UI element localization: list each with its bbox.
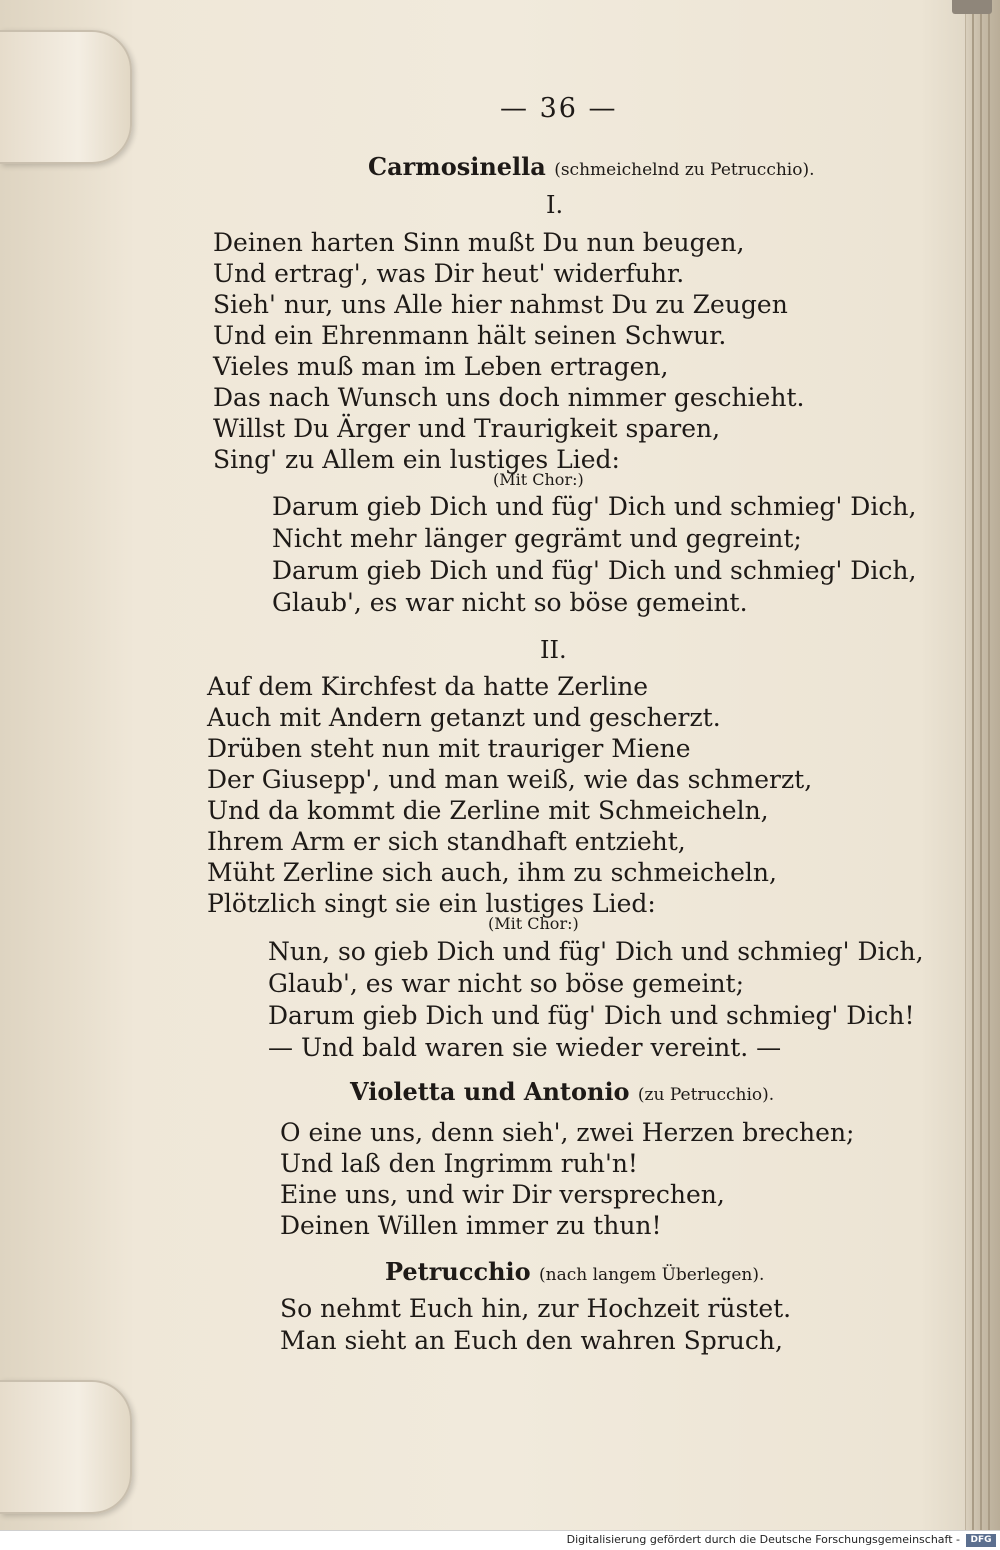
- verse-line: Man sieht an Euch den wahren Spruch,: [280, 1326, 783, 1355]
- verse-line: Müht Zerline sich auch, ihm zu schmeicheln,: [207, 858, 777, 887]
- chorus-label: (Mit Chor:): [488, 914, 579, 933]
- verse-line: Und ertrag', was Dir heut' widerfuhr.: [213, 259, 685, 288]
- speaker-heading: [368, 152, 815, 181]
- chorus-label: (Mit Chor:): [493, 470, 584, 489]
- verse-line: O eine uns, denn sieh', zwei Herzen brechen;: [280, 1118, 855, 1147]
- chorus-line: Glaub', es war nicht so böse gemeint;: [268, 969, 745, 998]
- stage-direction: (schmeichelnd zu Petrucchio).: [554, 160, 815, 180]
- verse-line: Auch mit Andern getanzt und gescherzt.: [207, 703, 721, 732]
- stage-direction: (zu Petrucchio).: [637, 1085, 775, 1105]
- speaker-heading: [385, 1257, 765, 1286]
- verse-line: Der Giusepp', und man weiß, wie das schmerzt,: [207, 765, 813, 794]
- verse-line: Drüben steht nun mit trauriger Miene: [207, 734, 691, 763]
- verse-line: Willst Du Ärger und Traurigkeit sparen,: [213, 414, 721, 443]
- digitization-footer: [0, 1530, 1000, 1550]
- speaker-name: Violetta und Antonio: [350, 1077, 630, 1106]
- page-number: — 36 —: [500, 93, 618, 124]
- verse-numeral: I.: [546, 191, 564, 219]
- chorus-line: Darum gieb Dich und füg' Dich und schmieg' Dich!: [268, 1001, 915, 1030]
- verse-line: Und da kommt die Zerline mit Schmeicheln,: [207, 796, 769, 825]
- chorus-line: Darum gieb Dich und füg' Dich und schmieg' Dich,: [272, 556, 917, 585]
- speaker-name: Petrucchio: [385, 1257, 531, 1286]
- chorus-line: Nicht mehr länger gegrämt und gegreint;: [272, 524, 802, 553]
- verse-numeral: II.: [540, 636, 567, 664]
- verse-line: Ihrem Arm er sich standhaft entzieht,: [207, 827, 686, 856]
- verse-line: Das nach Wunsch uns doch nimmer geschieht.: [213, 383, 805, 412]
- verse-line: Und laß den Ingrimm ruh'n!: [280, 1149, 638, 1178]
- verse-line: Und ein Ehrenmann hält seinen Schwur.: [213, 321, 727, 350]
- verse-line: Sieh' nur, uns Alle hier nahmst Du zu Zeugen: [213, 290, 788, 319]
- verse-line: Plötzlich singt sie ein lustiges Lied:: [207, 889, 656, 918]
- verse-line: Sing' zu Allem ein lustiges Lied:: [213, 445, 620, 474]
- chorus-line: Darum gieb Dich und füg' Dich und schmieg' Dich,: [272, 492, 917, 521]
- verse-line: Deinen Willen immer zu thun!: [280, 1211, 662, 1240]
- verse-line: Eine uns, und wir Dir versprechen,: [280, 1180, 725, 1209]
- stage-direction: (nach langem Überlegen).: [539, 1265, 765, 1285]
- speaker-name: Carmosinella: [368, 152, 546, 181]
- chorus-line: Glaub', es war nicht so böse gemeint.: [272, 588, 748, 617]
- verse-line: So nehmt Euch hin, zur Hochzeit rüstet.: [280, 1294, 792, 1323]
- footer-credit: Digitalisierung gefördert durch die Deutsche Forschungsgemeinschaft -: [566, 1533, 960, 1546]
- verse-line: Auf dem Kirchfest da hatte Zerline: [207, 672, 649, 701]
- chorus-line: — Und bald waren sie wieder vereint. —: [268, 1033, 782, 1062]
- speaker-heading: [350, 1077, 775, 1106]
- verse-line: Deinen harten Sinn mußt Du nun beugen,: [213, 228, 745, 257]
- chorus-line: Nun, so gieb Dich und füg' Dich und schmieg' Dich,: [268, 937, 924, 966]
- dfg-logo: DFG: [966, 1534, 996, 1547]
- verse-line: Vieles muß man im Leben ertragen,: [213, 352, 669, 381]
